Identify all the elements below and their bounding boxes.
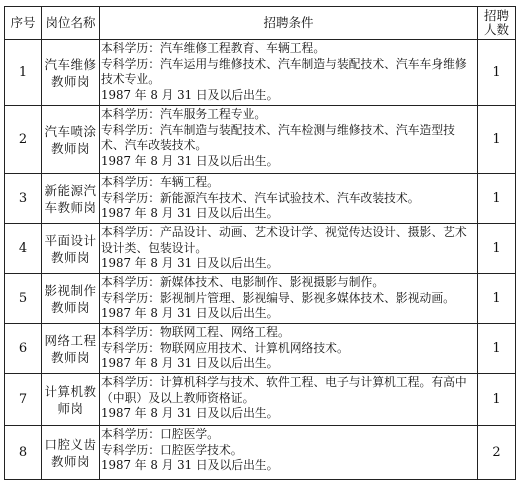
- table-row: [5, 324, 516, 374]
- condition-line: 专科学历：汽车运用与维修技术、汽车制造与装配技术、汽车车身维修技术专业。: [101, 56, 467, 87]
- row-conditions: [100, 374, 478, 426]
- row-index: 8: [5, 426, 42, 480]
- condition-line: 专科学历：新能源汽车技术、汽车试验技术、汽车改装技术。: [101, 190, 420, 205]
- condition-line: 1987 年 8 月 31 日及以后出生。: [101, 356, 279, 371]
- condition-line: 本科学历：产品设计、动画、艺术设计学、视觉传达设计、摄影、艺术设计类、包装设计。: [101, 225, 467, 255]
- row-conditions: [100, 40, 478, 106]
- row-position: 汽车维修教师岗: [42, 40, 100, 106]
- condition-line: 本科学历：物联网工程、网络工程。: [101, 325, 290, 339]
- row-count: 1: [478, 174, 516, 224]
- table-row: [5, 174, 516, 224]
- row-conditions: [100, 324, 478, 374]
- table-row: [5, 106, 516, 174]
- row-index: 4: [5, 224, 42, 274]
- condition-line: 1987 年 8 月 31 日及以后出生。: [101, 306, 279, 321]
- row-conditions: [100, 426, 478, 480]
- row-position: 汽车喷涂教师岗: [42, 106, 100, 174]
- row-index: 2: [5, 106, 42, 174]
- row-count: 1: [478, 274, 516, 324]
- row-position: 网络工程教师岗: [42, 324, 100, 374]
- header-count: 招聘人数: [478, 7, 516, 40]
- recruitment-table: [4, 6, 516, 480]
- condition-line: 专科学历：口腔医学技术。: [101, 442, 243, 457]
- row-index: 7: [5, 374, 42, 426]
- condition-line: 专科学历：物联网应用技术、计算机网络技术。: [101, 340, 349, 355]
- condition-line: 本科学历：汽车服务工程专业。: [101, 107, 267, 121]
- table-row: [5, 224, 516, 274]
- condition-line: 1987 年 8 月 31 日及以后出生。: [101, 153, 279, 168]
- row-count: 1: [478, 324, 516, 374]
- row-count: 1: [478, 224, 516, 274]
- condition-line: 1987 年 8 月 31 日及以后出生。: [101, 87, 279, 102]
- condition-line: 1987 年 8 月 31 日及以后出生。: [101, 256, 279, 271]
- condition-line: 本科学历：车辆工程。: [101, 175, 219, 189]
- table-row: [5, 40, 516, 106]
- condition-line: 本科学历：新媒体技术、电影制作、影视摄影与制作。: [101, 275, 385, 289]
- row-conditions: [100, 274, 478, 324]
- row-conditions: [100, 174, 478, 224]
- row-count: 1: [478, 106, 516, 174]
- row-conditions: [100, 106, 478, 174]
- condition-line: 1987 年 8 月 31 日及以后出生。: [101, 406, 279, 421]
- condition-line: 1987 年 8 月 31 日及以后出生。: [101, 458, 279, 473]
- row-position: 平面设计教师岗: [42, 224, 100, 274]
- row-index: 3: [5, 174, 42, 224]
- table-header-row: [5, 7, 516, 40]
- table-row: [5, 374, 516, 426]
- header-position: 岗位名称: [42, 7, 100, 40]
- condition-line: 专科学历：汽车制造与装配技术、汽车检测与维修技术、汽车造型技术、汽车改装技术。: [101, 122, 455, 153]
- row-count: 2: [478, 426, 516, 480]
- row-position: 影视制作教师岗: [42, 274, 100, 324]
- row-position: 计算机教师岗: [42, 374, 100, 426]
- row-position: 新能源汽车教师岗: [42, 174, 100, 224]
- row-position: 口腔义齿教师岗: [42, 426, 100, 480]
- row-count: 1: [478, 40, 516, 106]
- header-conditions: 招聘条件: [100, 7, 478, 40]
- table-row: [5, 426, 516, 480]
- header-index: 序号: [5, 7, 42, 40]
- condition-line: 专科学历：影视制片管理、影视编导、影视多媒体技术、影视动画。: [101, 290, 455, 305]
- condition-line: 本科学历：计算机科学与技术、软件工程、电子与计算机工程。有高中（中职）及以上教师资格证。: [101, 375, 467, 405]
- table-row: [5, 274, 516, 324]
- row-count: 1: [478, 374, 516, 426]
- row-index: 1: [5, 40, 42, 106]
- condition-line: 本科学历：汽车维修工程教育、车辆工程。: [101, 41, 326, 55]
- row-conditions: [100, 224, 478, 274]
- condition-line: 1987 年 8 月 31 日及以后出生。: [101, 206, 279, 221]
- condition-line: 本科学历：口腔医学。: [101, 427, 219, 441]
- row-index: 6: [5, 324, 42, 374]
- row-index: 5: [5, 274, 42, 324]
